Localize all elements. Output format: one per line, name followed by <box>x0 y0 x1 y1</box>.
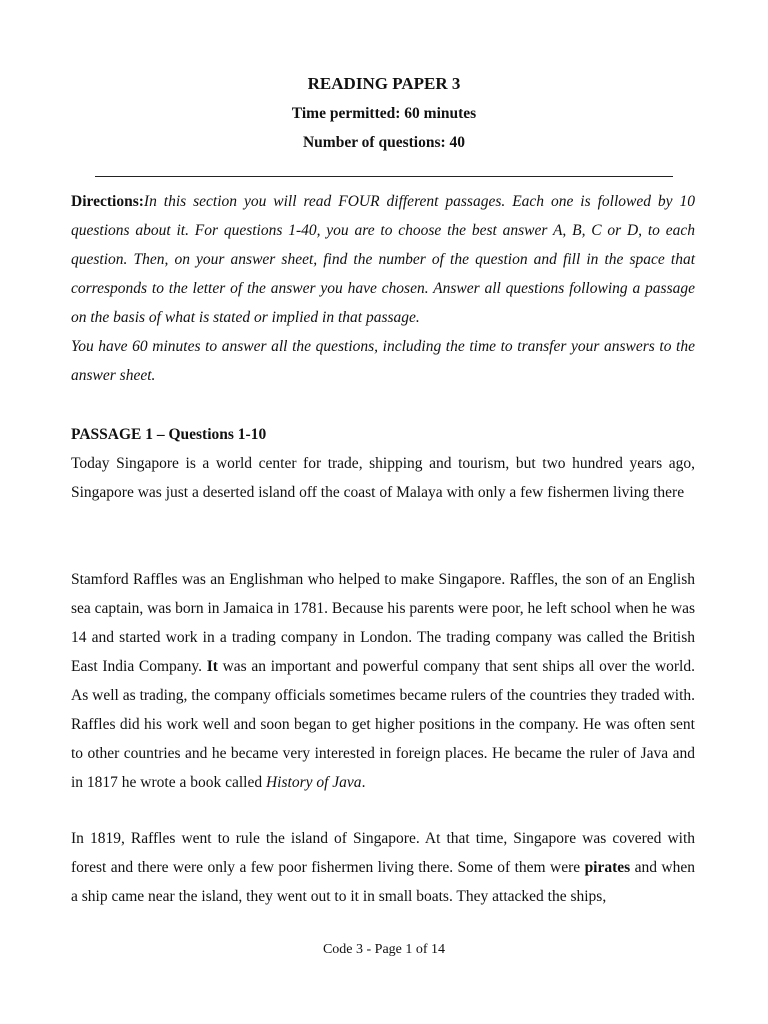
paragraph-2-end: . <box>361 774 366 791</box>
directions-block <box>71 187 695 390</box>
paragraph-3-part-b: and when a ship came near the island, they went out to it in small boats. They attacked the ships, <box>71 859 696 905</box>
passage-paragraph-3 <box>71 824 695 911</box>
paragraph-2-part-a: Stamford Raffles was an Englishman who helped to make Singapore. Raffles, the son of an English sea captain, was born in Jamaica in 1781. Because his parents were poor, he left school when he was 14 and started work in a trading company in London. The trading company was called the British East India Company. <box>71 571 695 675</box>
header-divider <box>95 176 673 177</box>
paragraph-3-part-a: In 1819, Raffles went to rule the island of Singapore. At that time, Singapore was covered with forest and there were only a few poor fishermen living there. Some of them were <box>71 830 695 876</box>
paragraph-2-part-b: was an important and powerful company that sent ships all over the world. As well as trading, the company officials sometimes became rulers of the countries they traded with. Raffles did his work well and soon began to get higher positions in the company. He was often sent to other countries and he became very interested in foreign places. He became the ruler of Java and in 1817 he wrote a book called <box>71 658 695 791</box>
directions-paragraph <box>71 187 695 332</box>
directions-time-note: You have 60 minutes to answer all the questions, including the time to transfer your answers to the answer sheet. <box>71 338 695 384</box>
time-permitted: Time permitted: 60 minutes <box>291 105 477 122</box>
passage-paragraph-1: Today Singapore is a world center for trade, shipping and tourism, but two hundred years ago, Singapore was just a deserted island off the coast of Malaya with only a few fishermen living there <box>71 455 695 501</box>
directions-label: Directions: <box>71 193 144 210</box>
question-count: Number of questions: 40 <box>302 134 466 151</box>
referent-it: It <box>206 658 218 675</box>
passage-heading: PASSAGE 1 – Questions 1-10 <box>71 426 267 443</box>
page-footer: Code 3 - Page 1 of 14 <box>322 942 446 957</box>
book-title: History of Java <box>265 774 362 791</box>
directions-text: In this section you will read FOUR different passages. Each one is followed by 10 questions about it. For questions 1-40, you are to choose the best answer A, B, C or D, to each question. Then, on your answer sheet, find the number of the question and fill in the space that corresponds to the letter of the answer you have chosen. Answer all questions following a passage on the basis of what is stated or implied in that passage. <box>71 193 695 326</box>
passage-paragraph-2 <box>71 565 695 797</box>
page-title: READING PAPER 3 <box>307 74 461 93</box>
keyword-pirates: pirates <box>584 859 631 876</box>
